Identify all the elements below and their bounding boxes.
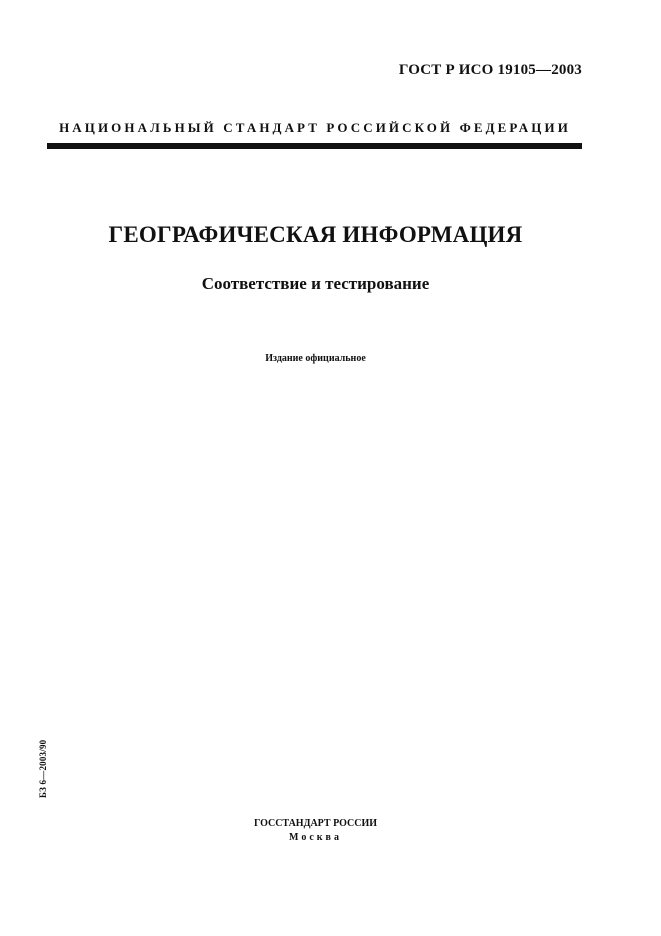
- header-divider: [47, 143, 582, 149]
- document-code: ГОСТ Р ИСО 19105—2003: [398, 62, 582, 78]
- national-standard-heading: НАЦИОНАЛЬНЫЙ СТАНДАРТ РОССИЙСКОЙ ФЕДЕРАЦИИ: [59, 120, 571, 135]
- edition-label: Издание официальное: [265, 353, 366, 364]
- publisher-city: Москва: [289, 832, 342, 843]
- document-subtitle: Соответствие и тестирование: [201, 274, 430, 293]
- side-catalog-code: БЗ 6—2003/90: [38, 739, 48, 798]
- document-title: ГЕОГРАФИЧЕСКАЯ ИНФОРМАЦИЯ: [108, 222, 523, 247]
- publisher-name: ГОССТАНДАРТ РОССИИ: [253, 818, 378, 829]
